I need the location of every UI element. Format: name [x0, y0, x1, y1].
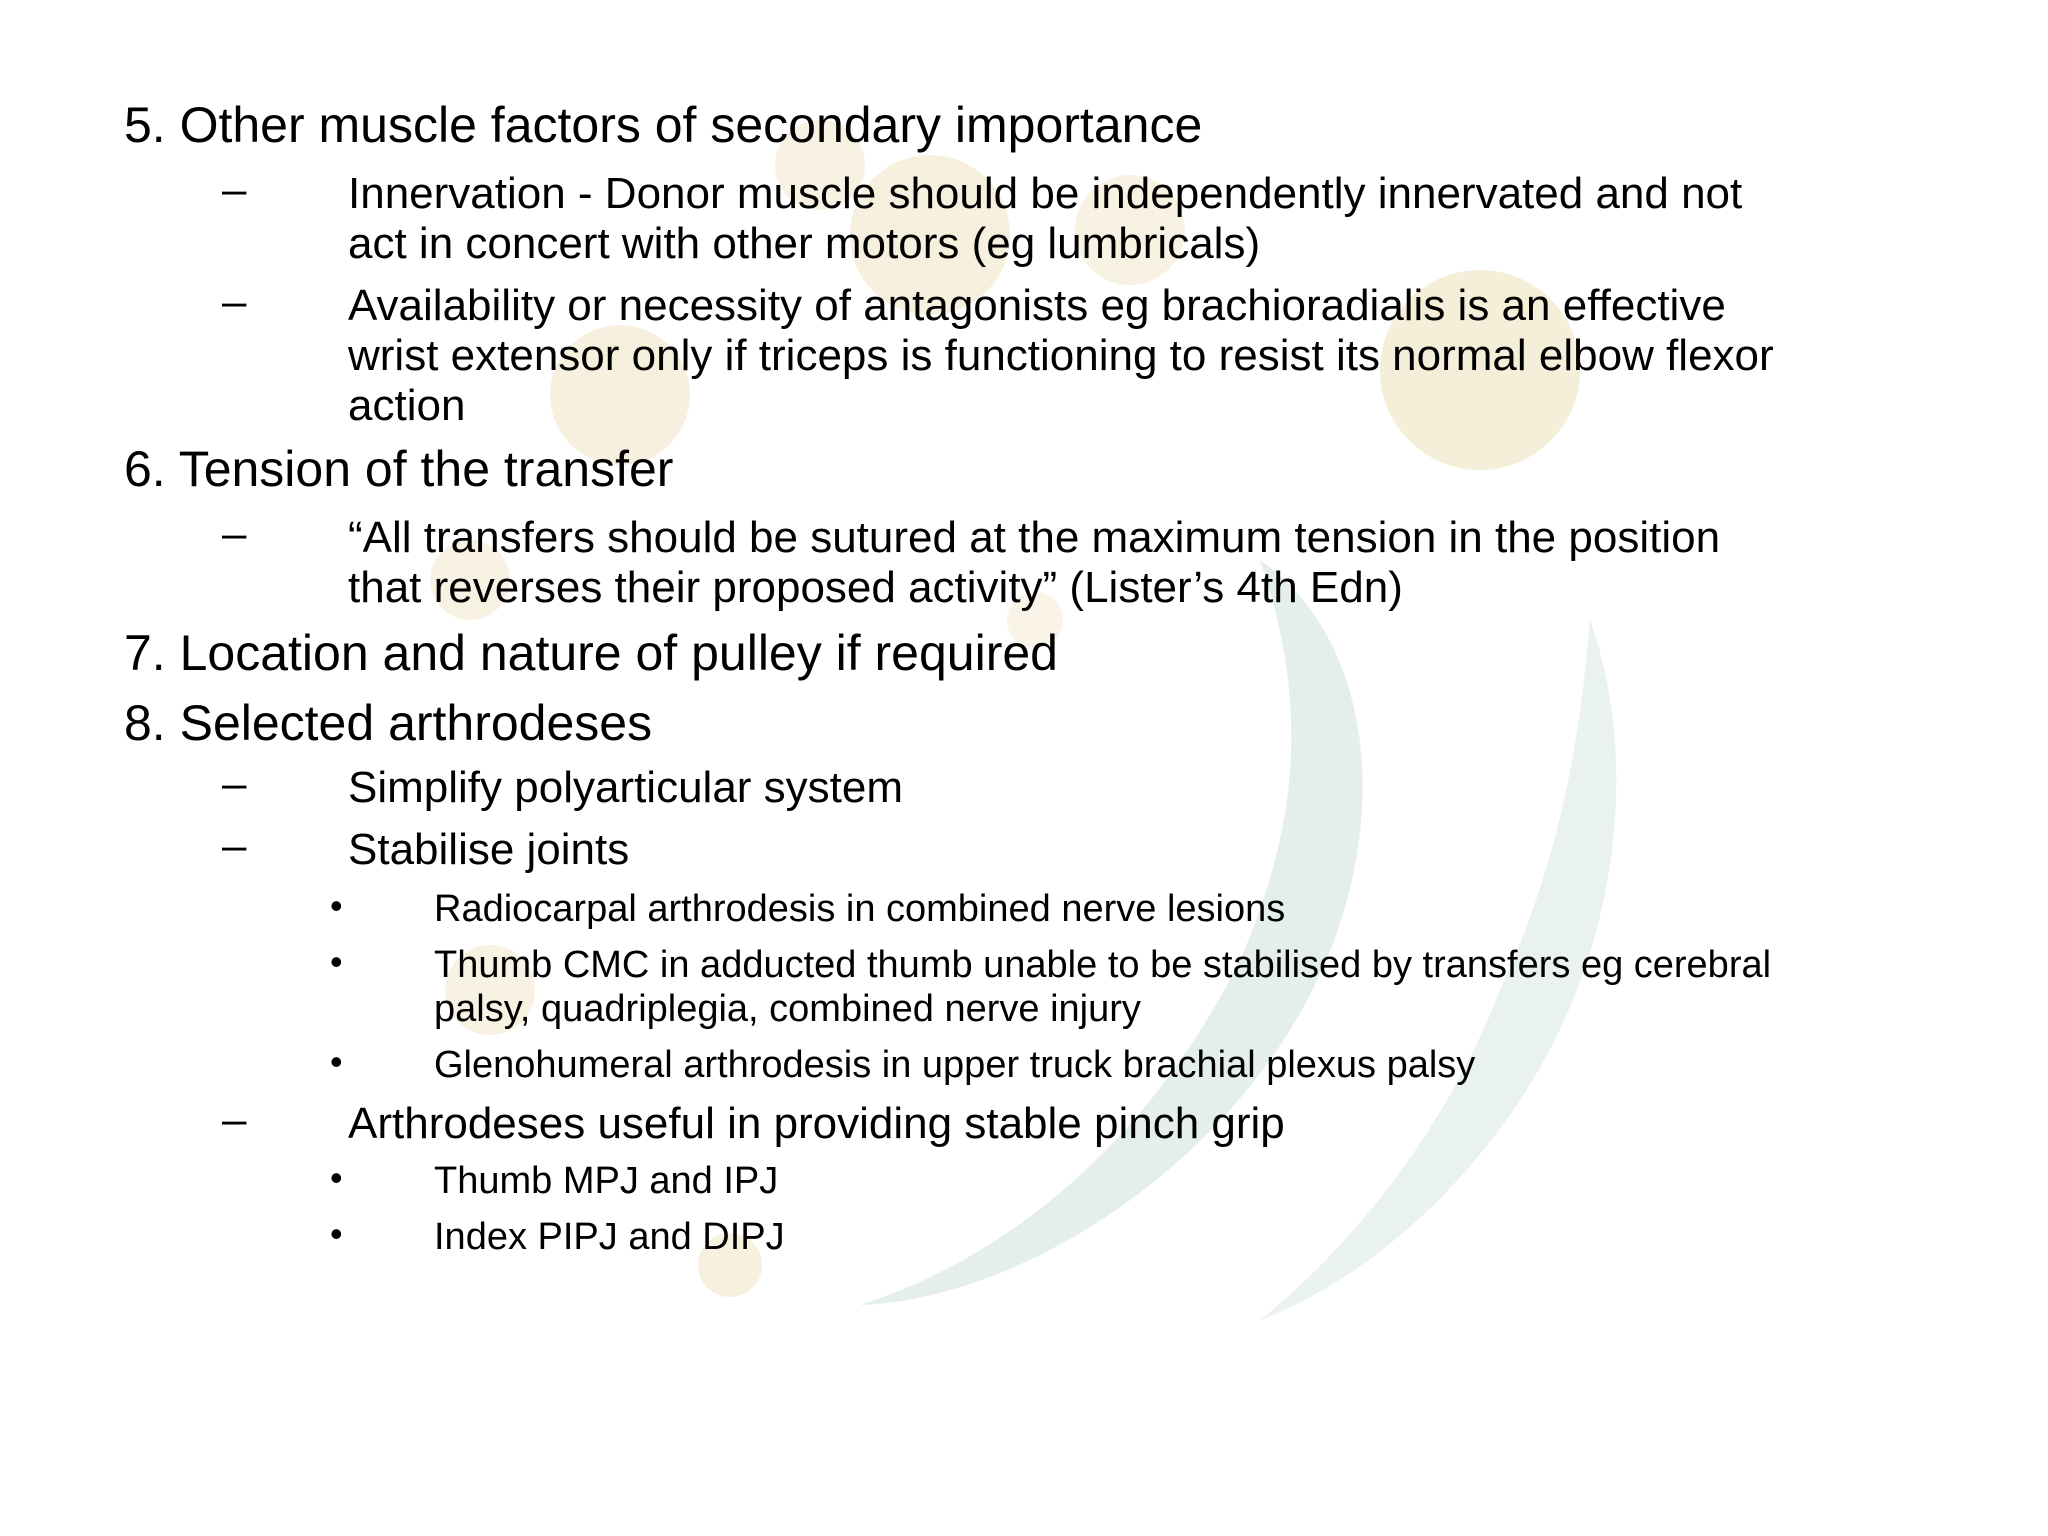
- sub-item-line: Stabilise joints: [348, 825, 630, 874]
- sub-item-line: wrist extensor only if triceps is functioning to resist its normal elbow flexor: [348, 331, 1774, 380]
- dash-marker: –: [222, 1095, 247, 1144]
- heading-5: 5. Other muscle factors of secondary importance: [124, 97, 1203, 153]
- bullet-item-line: Index PIPJ and DIPJ: [434, 1216, 785, 1258]
- sub-item-line: act in concert with other motors (eg lumbricals): [348, 219, 1261, 268]
- sub-item-line: that reverses their proposed activity” (Lister’s 4th Edn): [348, 563, 1403, 612]
- dash-marker: –: [222, 277, 247, 326]
- bullet-item-line: palsy, quadriplegia, combined nerve injury: [434, 988, 1141, 1030]
- bullet-marker: •: [330, 941, 343, 982]
- sub-item-line: Availability or necessity of antagonists eg brachioradialis is an effective: [348, 281, 1726, 330]
- sub-item-line: Arthrodeses useful in providing stable pinch grip: [348, 1099, 1285, 1148]
- sub-item-line: Simplify polyarticular system: [348, 763, 904, 812]
- dash-marker: –: [222, 165, 247, 214]
- bullet-marker: •: [330, 1041, 343, 1082]
- heading-6: 6. Tension of the transfer: [124, 441, 674, 497]
- heading-8: 8. Selected arthrodeses: [124, 695, 653, 751]
- heading-7: 7. Location and nature of pulley if required: [124, 625, 1058, 681]
- bullet-marker: •: [330, 885, 343, 926]
- bullet-item-line: Thumb MPJ and IPJ: [434, 1160, 779, 1202]
- dash-marker: –: [222, 509, 247, 558]
- sub-item-line: action: [348, 381, 466, 430]
- sub-item-line: Innervation - Donor muscle should be independently innervated and not: [348, 169, 1743, 218]
- bullet-marker: •: [330, 1213, 343, 1254]
- sub-item-line: “All transfers should be sutured at the maximum tension in the position: [348, 513, 1721, 562]
- bullet-item-line: Glenohumeral arthrodesis in upper truck brachial plexus palsy: [434, 1044, 1476, 1086]
- dash-marker: –: [222, 821, 247, 870]
- bullet-item-line: Thumb CMC in adducted thumb unable to be stabilised by transfers eg cerebral: [434, 944, 1772, 986]
- bullet-marker: •: [330, 1157, 343, 1198]
- dash-marker: –: [222, 759, 247, 808]
- bullet-item-line: Radiocarpal arthrodesis in combined nerve lesions: [434, 888, 1286, 930]
